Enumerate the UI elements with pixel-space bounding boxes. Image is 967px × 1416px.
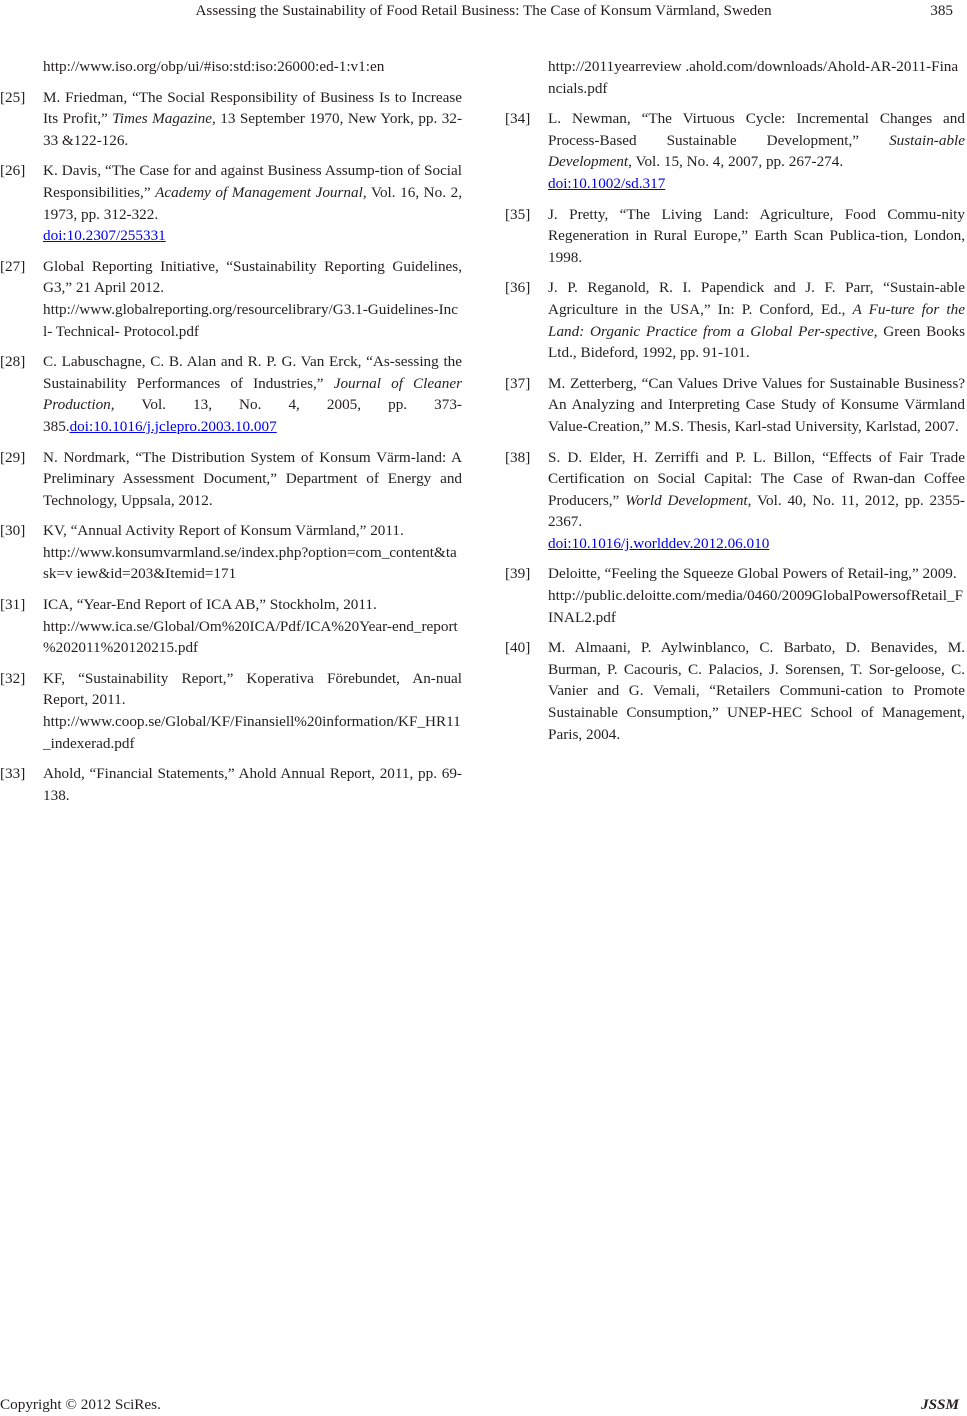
reference-url[interactable]: http://www.konsumvarmland.se/index.php?option=com_content&task=v iew&id=203&Itemid=171 — [43, 543, 457, 583]
reference-number: [34] — [505, 110, 531, 128]
reference-number: [25] — [0, 88, 26, 106]
reference-text — [43, 449, 462, 509]
reference-text — [548, 375, 965, 435]
doi-link[interactable]: doi:10.1016/j.worlddev.2012.06.010 — [548, 534, 770, 552]
reference-details: , Green Books Ltd., Bideford, 1992, pp. 91-101. — [548, 322, 965, 362]
reference-text — [43, 522, 404, 539]
continuation-url[interactable]: http://2011yearreview .ahold.com/downloads/Ahold-AR-2011-Financials.pdf — [548, 58, 959, 97]
reference-citation: M. Zetterberg, “Can Values Drive Values for Sustainable Business? An Analyzing and Interpreting Case Study of Konsume Värmland Value-Creation,” M.S. Thesis, Karl-stad University, Karlstad, 2007. — [548, 374, 965, 435]
reference-number: [40] — [505, 639, 531, 657]
reference-citation: N. Nordmark, “The Distribution System of Konsum Värm-land: A Preliminary Assessment Document,” Department of Energy and Technology, Uppsala, 2012. — [43, 448, 462, 509]
reference-url[interactable]: http://www.globalreporting.org/resourcelibrary/G3.1-Guidelines-Incl- Technical- Protocol.pdf — [43, 300, 459, 340]
reference-source-title: A Fu-ture for the Land: Organic Practice from a Global Per-spective — [548, 300, 965, 340]
reference-number: [38] — [505, 448, 531, 466]
doi-link[interactable]: doi:10.2307/255331 — [43, 227, 166, 245]
reference-url[interactable]: http://www.coop.se/Global/KF/Finansiell%20information/KF_HR11_indexerad.pdf — [43, 713, 461, 752]
reference-number: [36] — [505, 279, 531, 297]
reference-number: [29] — [0, 448, 26, 466]
reference-text — [548, 639, 965, 742]
reference-entry — [0, 87, 462, 152]
page-number: 385 — [930, 2, 953, 19]
reference-text — [548, 110, 965, 192]
reference-source-title: Sustain-able Development — [548, 131, 965, 171]
reference-text — [43, 89, 462, 149]
reference-list-right — [505, 108, 965, 745]
reference-citation: KF, “Sustainability Report,” Koperativa Förebundet, An-nual Report, 2011. — [43, 669, 462, 709]
reference-text — [43, 162, 462, 244]
reference-entry — [505, 373, 965, 438]
reference-entry — [0, 594, 462, 659]
reference-text — [548, 565, 957, 582]
reference-number: [28] — [0, 353, 26, 371]
reference-number: [39] — [505, 565, 531, 583]
reference-details: , 13 September 1970, New York, pp. 32-33 &122-126. — [43, 110, 462, 149]
reference-entry — [505, 563, 965, 628]
reference-entry — [0, 160, 462, 246]
reference-text — [43, 258, 462, 297]
reference-text — [548, 206, 965, 266]
reference-entry — [505, 277, 965, 363]
reference-number: [35] — [505, 205, 531, 223]
reference-url[interactable]: http://public.deloitte.com/media/0460/2009GlobalPowersofRetail_FINAL2.pdf — [548, 587, 964, 626]
reference-citation: J. P. Reganold, R. I. Papendick and J. F. Parr, “Sustain-able Agriculture in the USA,” In: P. Conford, Ed., — [548, 279, 965, 318]
reference-list-left — [0, 87, 462, 807]
reference-citation: Deloitte, “Feeling the Squeeze Global Powers of Retail-ing,” 2009. — [548, 565, 957, 583]
reference-source-title: World Development — [625, 491, 748, 509]
reference-entry — [0, 351, 462, 437]
reference-entry — [0, 668, 462, 754]
reference-number: [37] — [505, 374, 531, 392]
reference-details: , Vol. 16, No. 2, 1973, pp. 312-322. — [43, 183, 462, 223]
reference-entry — [0, 763, 462, 806]
reference-citation: K. Davis, “The Case for and against Business Assump-tion of Social Responsibilities,” — [43, 162, 462, 201]
reference-citation: KV, “Annual Activity Report of Konsum Värmland,” 2011. — [43, 522, 404, 540]
reference-citation: M. Friedman, “The Social Responsibility of Business Is to Increase Its Profit,” — [43, 88, 462, 128]
reference-text — [43, 353, 462, 435]
reference-citation: S. D. Elder, H. Zerriffi and P. L. Billon, “Effects of Fair Trade Certification on Social Capital: The Case of Rwan-dan Coffee Producers,” — [548, 448, 965, 509]
reference-details: , Vol. 40, No. 11, 2012, pp. 2355-2367. — [548, 491, 965, 531]
reference-number: [26] — [0, 162, 26, 180]
reference-entry — [0, 256, 462, 342]
reference-citation: ICA, “Year-End Report of ICA AB,” Stockholm, 2011. — [43, 596, 377, 614]
reference-entry — [505, 204, 965, 269]
reference-source-title: Journal of Cleaner Production — [43, 374, 462, 414]
reference-number: [33] — [0, 765, 26, 783]
journal-abbreviation: JSSM — [921, 1396, 959, 1413]
reference-source-title: Times Magazine — [112, 110, 212, 128]
doi-link[interactable]: doi:10.1002/sd.317 — [548, 174, 666, 192]
reference-number: [30] — [0, 522, 26, 540]
reference-text — [43, 670, 462, 709]
reference-entry — [505, 637, 965, 745]
reference-citation: J. Pretty, “The Living Land: Agriculture, Food Commu-nity Regeneration in Rural Europe,” Earth Scan Publica-tion, London, 1998. — [548, 205, 965, 266]
reference-number: [31] — [0, 596, 26, 614]
reference-entry — [505, 108, 965, 194]
reference-number: [27] — [0, 257, 26, 275]
reference-entry — [505, 447, 965, 555]
continuation-url[interactable]: http://www.iso.org/obp/ui/#iso:std:iso:26000:ed-1:v1:en — [43, 58, 385, 75]
left-reference-column — [0, 56, 462, 815]
reference-entry — [0, 520, 462, 585]
reference-text — [43, 765, 462, 804]
copyright-notice: Copyright © 2012 SciRes. — [0, 1396, 161, 1413]
reference-text — [43, 596, 377, 613]
doi-link[interactable]: doi:10.1016/j.jclepro.2003.10.007 — [69, 417, 277, 435]
running-title: Assessing the Sustainability of Food Retail Business: The Case of Konsum Värmland, Sweden — [195, 2, 772, 19]
right-reference-column — [505, 56, 965, 754]
reference-text — [548, 449, 965, 552]
reference-citation: Ahold, “Financial Statements,” Ahold Annual Report, 2011, pp. 69-138. — [43, 765, 462, 804]
reference-citation: Global Reporting Initiative, “Sustainability Reporting Guidelines, G3,” 21 April 2012. — [43, 257, 462, 297]
reference-citation: M. Almaani, P. Aylwinblanco, C. Barbato, D. Benavides, M. Burman, P. Cacouris, C. Palacios, J. Sorensen, T. Sor-geloose, C. Vanier and G. Vemali, “Retailers Communi-cation to Promote Sustainable Consumption,” UNEP-HEC School of Management, Paris, 2004. — [548, 639, 965, 743]
reference-text — [548, 279, 965, 361]
reference-number: [32] — [0, 669, 26, 687]
reference-entry — [0, 447, 462, 512]
reference-citation: L. Newman, “The Virtuous Cycle: Incremental Changes and Process-Based Sustainable Development,” — [548, 110, 965, 149]
reference-citation: C. Labuschagne, C. B. Alan and R. P. G. Van Erck, “As-sessing the Sustainability Performances of Industries,” — [43, 353, 462, 392]
reference-url[interactable]: http://www.ica.se/Global/Om%20ICA/Pdf/ICA%20Year-end_report %202011%20120215.pdf — [43, 617, 458, 657]
page-footer — [0, 1394, 959, 1416]
reference-details: , Vol. 15, No. 4, 2007, pp. 267-274. — [628, 153, 844, 171]
reference-details: , Vol. 13, No. 4, 2005, pp. 373-385. — [43, 396, 462, 435]
reference-source-title: Academy of Management Journal — [155, 183, 363, 201]
